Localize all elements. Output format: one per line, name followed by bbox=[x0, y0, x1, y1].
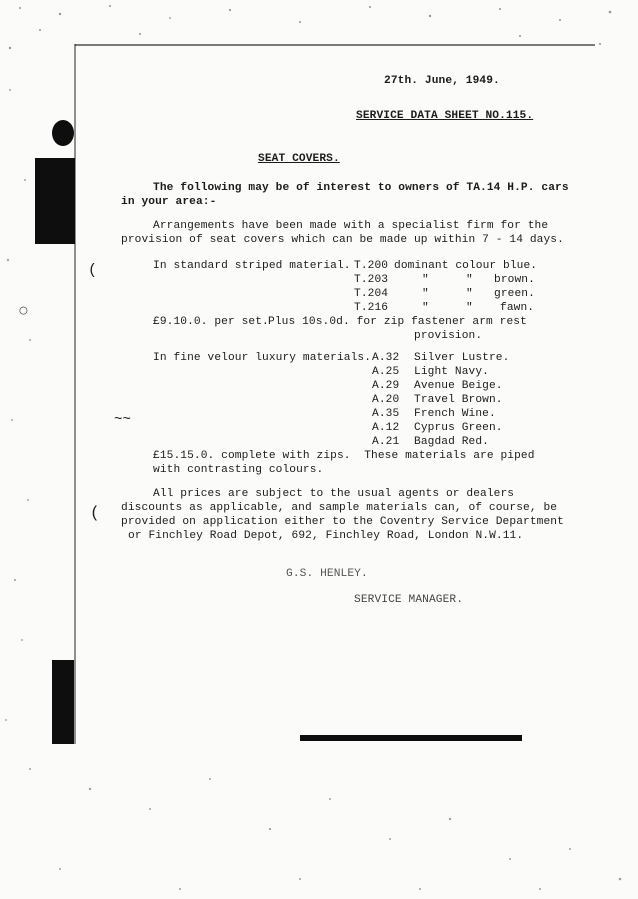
intro-line: The following may be of interest to owners of TA.14 H.P. cars bbox=[153, 182, 569, 194]
left-rule bbox=[74, 44, 76, 744]
punch-hole-mark bbox=[52, 120, 74, 146]
ditto-mark: " bbox=[422, 288, 429, 300]
velour-name: Bagdad Red. bbox=[414, 436, 489, 448]
arrangements-line: Arrangements have been made with a specialist firm for the bbox=[153, 220, 549, 232]
bracket-mark: ( bbox=[88, 262, 98, 279]
velour-code: A.29 bbox=[372, 380, 400, 392]
intro-line: in your area:- bbox=[121, 196, 217, 208]
bottom-rule bbox=[300, 735, 522, 741]
closing-line: or Finchley Road Depot, 692, Finchley Road, London N.W.11. bbox=[128, 530, 524, 542]
velour-price: with contrasting colours. bbox=[153, 464, 324, 476]
striped-extra: Plus 10s.0d. for zip fastener arm rest bbox=[268, 316, 527, 328]
edge-noise-bottom bbox=[0, 749, 638, 899]
striped-colour: green. bbox=[494, 288, 535, 300]
signatory: G.S. HENLEY. bbox=[286, 568, 368, 580]
velour-name: Light Navy. bbox=[414, 366, 489, 378]
binding-mark-bottom bbox=[52, 660, 74, 744]
subject-heading: SEAT COVERS. bbox=[258, 153, 340, 165]
velour-price: £15.15.0. complete with zips. These materials are piped bbox=[153, 450, 535, 462]
velour-code: A.32 bbox=[372, 352, 400, 364]
margin-hole: ○ bbox=[18, 302, 29, 322]
striped-code: T.204 bbox=[354, 288, 389, 300]
date-line: 27th. June, 1949. bbox=[384, 75, 500, 87]
ditto-mark: " bbox=[466, 288, 473, 300]
velour-code: A.35 bbox=[372, 408, 400, 420]
striped-extra: provision. bbox=[414, 330, 483, 342]
velour-name: Travel Brown. bbox=[414, 394, 503, 406]
velour-code: A.12 bbox=[372, 422, 400, 434]
margin-dash: ~~ bbox=[114, 412, 132, 428]
ditto-mark: " bbox=[422, 302, 429, 314]
striped-desc: dominant colour blue. bbox=[394, 260, 538, 272]
velour-code: A.25 bbox=[372, 366, 400, 378]
ditto-mark: " bbox=[466, 274, 473, 286]
striped-code: T.200 bbox=[354, 260, 389, 272]
arrangements-line: provision of seat covers which can be made up within 7 - 14 days. bbox=[121, 234, 564, 246]
striped-lead: In standard striped material. bbox=[153, 260, 351, 272]
edge-noise-left bbox=[0, 0, 45, 899]
striped-code: T.203 bbox=[354, 274, 389, 286]
closing-line: provided on application either to the Coventry Service Department bbox=[121, 516, 564, 528]
velour-lead: In fine velour luxury materials. bbox=[153, 352, 372, 364]
striped-colour: fawn. bbox=[500, 302, 535, 314]
ditto-mark: " bbox=[422, 274, 429, 286]
striped-code: T.216 bbox=[354, 302, 389, 314]
ditto-mark: " bbox=[466, 302, 473, 314]
velour-name: Silver Lustre. bbox=[414, 352, 510, 364]
closing-line: All prices are subject to the usual agents or dealers bbox=[153, 488, 515, 500]
velour-name: Avenue Beige. bbox=[414, 380, 503, 392]
velour-code: A.21 bbox=[372, 436, 400, 448]
striped-price: £9.10.0. per set. bbox=[153, 316, 269, 328]
closing-line: discounts as applicable, and sample materials can, of course, be bbox=[121, 502, 558, 514]
margin-hole: ( bbox=[90, 504, 100, 522]
striped-colour: brown. bbox=[494, 274, 535, 286]
edge-noise-top bbox=[0, 0, 638, 60]
velour-name: Cyprus Green. bbox=[414, 422, 503, 434]
velour-name: French Wine. bbox=[414, 408, 496, 420]
signatory-role: SERVICE MANAGER. bbox=[354, 594, 464, 606]
sheet-title: SERVICE DATA SHEET NO.115. bbox=[356, 110, 534, 122]
velour-code: A.20 bbox=[372, 394, 400, 406]
